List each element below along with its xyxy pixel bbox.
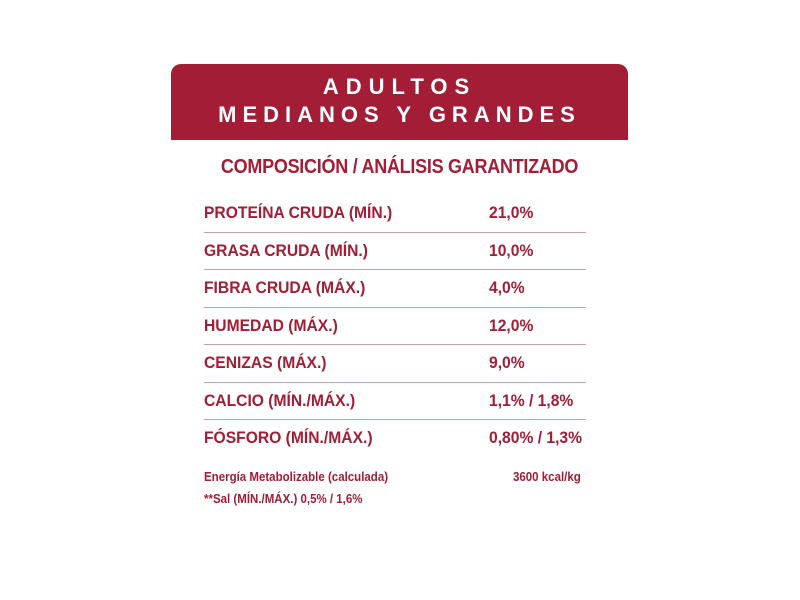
- analysis-table: [204, 195, 586, 458]
- table-row: [204, 270, 586, 308]
- row-value: 21,0%: [489, 203, 534, 222]
- salt-note: **Sal (MÍN./MÁX.) 0,5% / 1,6%: [204, 492, 363, 506]
- row-value: 9,0%: [489, 353, 525, 372]
- header-line-1: ADULTOS: [322, 74, 477, 99]
- table-row: [204, 308, 586, 346]
- row-value: 0,80% / 1,3%: [489, 428, 583, 447]
- row-value: 4,0%: [489, 278, 525, 297]
- row-label: CENIZAS (MÁX.): [204, 353, 327, 372]
- energy-value: 3600 kcal/kg: [513, 470, 581, 484]
- row-value: 1,1% / 1,8%: [489, 390, 574, 410]
- row-label: FIBRA CRUDA (MÁX.): [204, 278, 366, 297]
- table-row: [204, 233, 586, 271]
- table-row: [204, 345, 586, 383]
- row-label: HUMEDAD (MÁX.): [204, 315, 338, 335]
- row-label: GRASA CRUDA (MÍN.): [204, 240, 368, 260]
- section-title: COMPOSICIÓN / ANÁLISIS GARANTIZADO: [220, 156, 579, 178]
- energy-label: Energía Metabolizable (calculada): [204, 470, 389, 484]
- table-row: [204, 383, 586, 421]
- row-label: PROTEÍNA CRUDA (MÍN.): [204, 203, 393, 222]
- row-label: FÓSFORO (MÍN./MÁX.): [204, 428, 373, 447]
- header-banner: [171, 64, 628, 140]
- row-label: CALCIO (MÍN./MÁX.): [204, 390, 356, 410]
- row-value: 12,0%: [489, 315, 534, 335]
- header-line-2: MEDIANOS Y GRANDES: [218, 102, 581, 127]
- row-value: 10,0%: [489, 240, 534, 260]
- table-row: [204, 420, 586, 458]
- table-row: [204, 195, 586, 233]
